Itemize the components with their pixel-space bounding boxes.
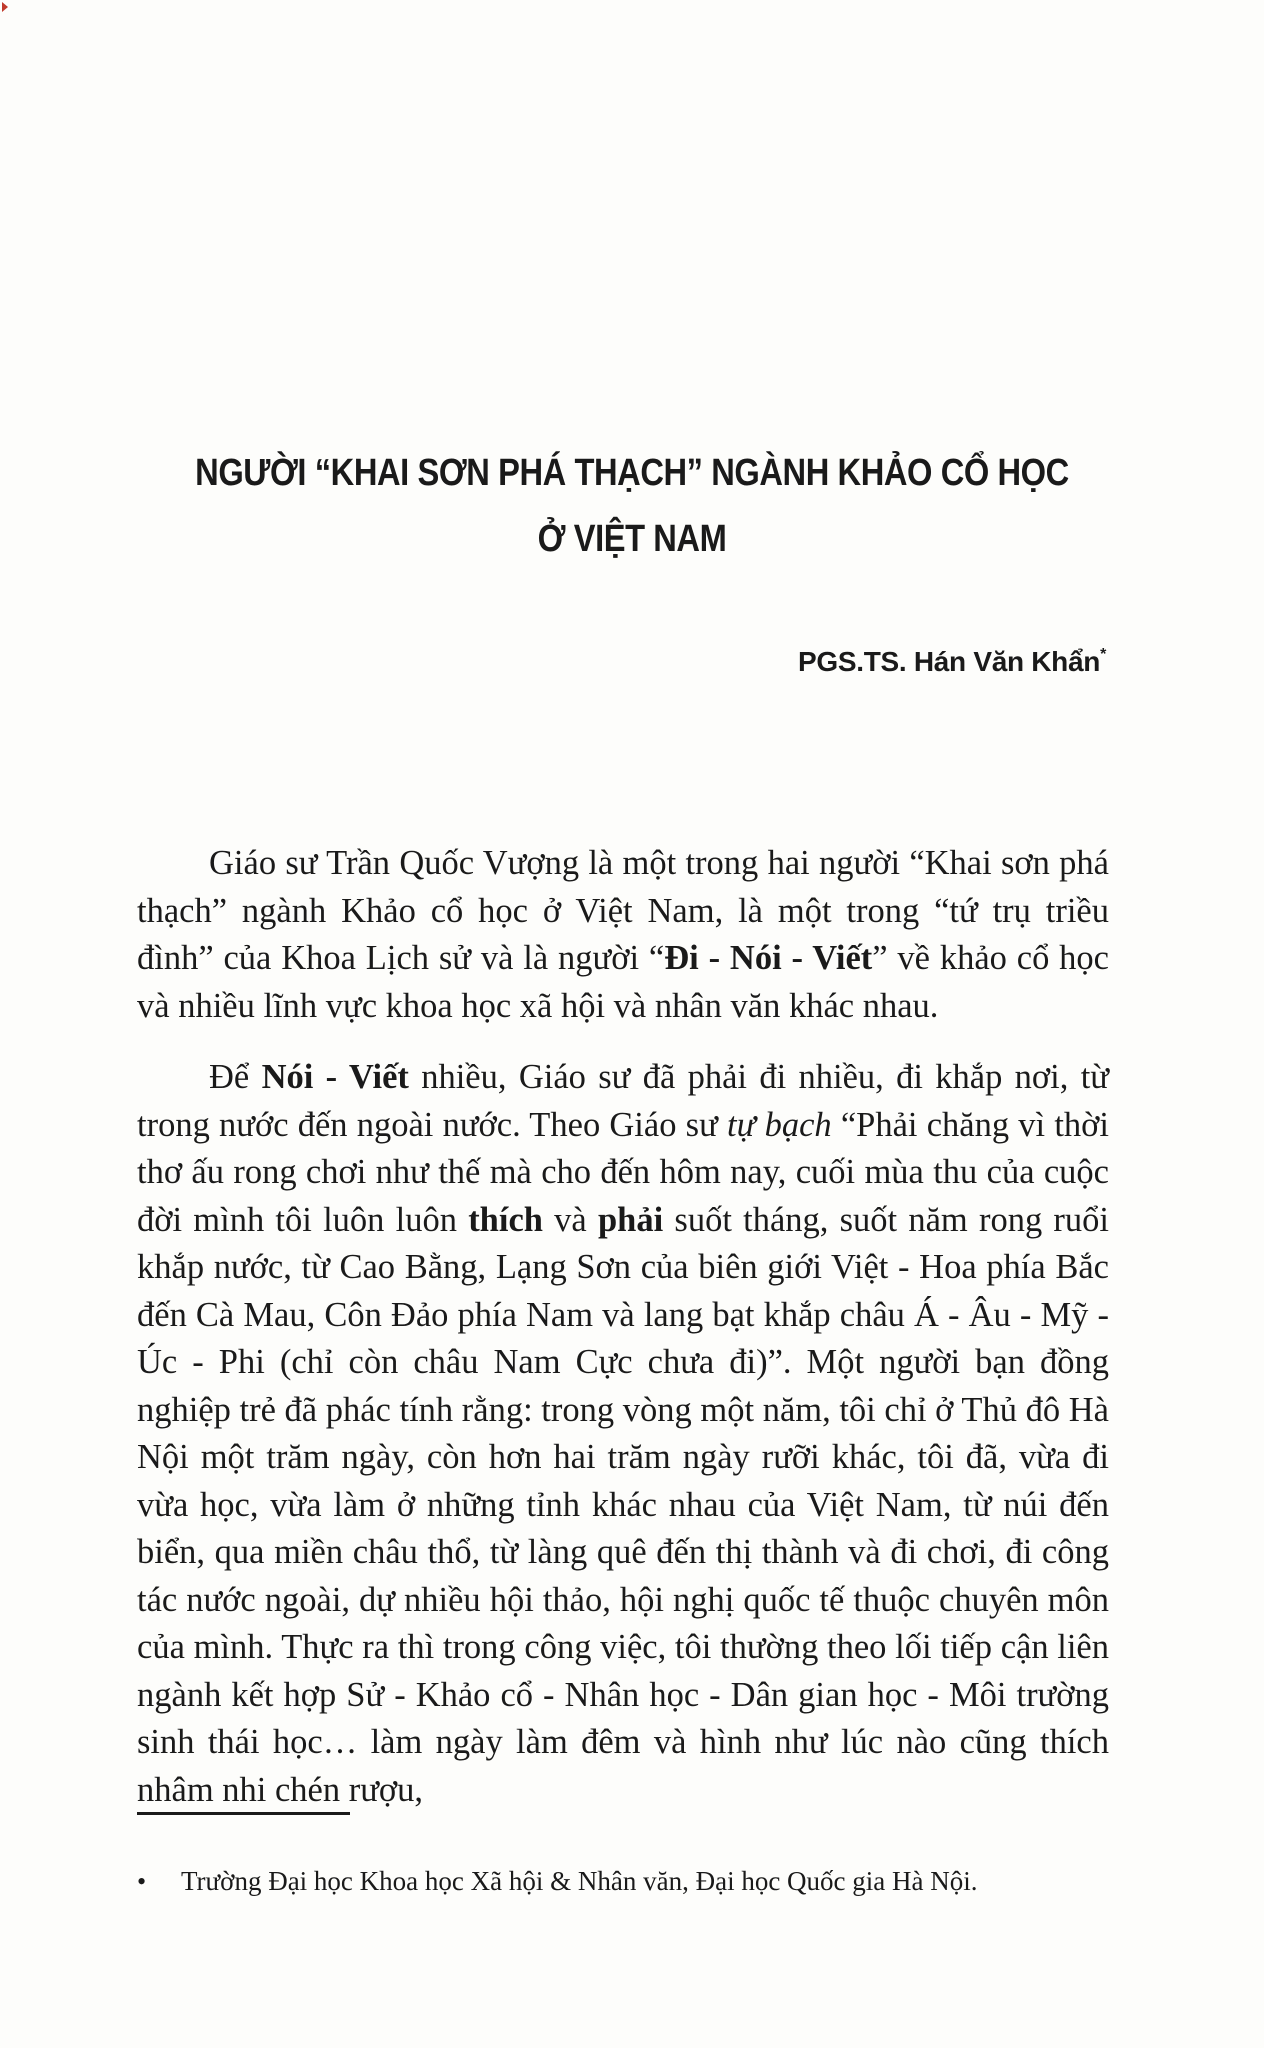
- paragraph-2-bold-3: phải: [597, 1200, 664, 1239]
- paragraph-2-italic: tự bạch: [727, 1105, 832, 1144]
- author-footnote-marker: *: [1100, 645, 1106, 663]
- footnote-text: Trường Đại học Khoa học Xã hội & Nhân văn, Đại học Quốc gia Hà Nội.: [181, 1866, 978, 1896]
- author-byline: [798, 646, 1106, 678]
- title-line-1: NGƯỜI “KHAI SƠN PHÁ THẠCH” NGÀNH KHẢO CỔ HỌC: [195, 452, 1069, 494]
- page-corner-mark: [2, 2, 8, 12]
- paragraph-2: [137, 1054, 1109, 1814]
- paragraph-2-part-1: Để: [209, 1058, 262, 1096]
- footnote: [137, 1866, 978, 1897]
- article-body: [137, 840, 1109, 1814]
- paragraph-2-part-4: và: [542, 1200, 598, 1239]
- footnote-marker: •: [137, 1867, 147, 1896]
- paragraph-2-part-3: “Phải chăng vì thời thơ ấu rong chơi như thế mà cho đến hôm nay, cuối mùa thu của cuộc đời mình tôi luôn luôn: [137, 1105, 1110, 1239]
- title-line-2: Ở VIỆT NAM: [537, 518, 727, 560]
- paragraph-1: [137, 840, 1109, 1030]
- paragraph-2-part-5: suốt tháng, suốt năm rong ruổi khắp nước, từ Cao Bằng, Lạng Sơn của biên giới Việt - Hoa phía Bắc đến Cà Mau, Côn Đảo phía Nam và lang bạt khắp châu Á - Âu - Mỹ - Úc - Phi (chỉ còn châu Nam Cực chưa đi)”. Một người bạn đồng nghiệp trẻ đã phác tính rằng: trong vòng một năm, tôi chỉ ở Thủ đô Hà Nội một trăm ngày, còn hơn hai trăm ngày rưỡi khác, tôi đã, vừa đi vừa học, vừa làm ở những tỉnh khác nhau của Việt Nam, từ núi đến biển, qua miền châu thổ, từ làng quê đến thị thành và đi chơi, đi công tác nước ngoài, dự nhiều hội thảo, hội nghị quốc tế thuộc chuyên môn của mình. Thực ra thì trong công việc, tôi thường theo lối tiếp cận liên ngành kết hợp Sử - Khảo cổ - Nhân học - Dân gian học - Môi trường sinh thái học… làm ngày làm đêm và hình như lúc nào cũng thích nhâm nhi chén rượu,: [137, 1200, 1109, 1809]
- paragraph-2-part-2: nhiều, Giáo sư đã phải đi nhiều, đi khắp nơi, từ trong nước đến ngoài nước. Theo Giáo sư: [137, 1058, 1110, 1144]
- paragraph-1-text: Giáo sư Trần Quốc Vượng là một trong hai người “Khai sơn phá thạch” ngành Khảo cổ học ở Việt Nam, là một trong “tứ trụ triều đình” của Khoa Lịch sử và là người “: [137, 844, 1109, 977]
- author-name: PGS.TS. Hán Văn Khẩn: [798, 646, 1101, 677]
- paragraph-1-end: ” về khảo cổ học và nhiều lĩnh vực khoa học xã hội và nhân văn khác nhau.: [137, 939, 1109, 1025]
- article-title: [174, 440, 1089, 572]
- footnote-divider: [137, 1812, 350, 1815]
- paragraph-2-bold-2: thích: [468, 1200, 543, 1239]
- paragraph-1-bold: Đi - Nói - Viết: [664, 939, 873, 977]
- paragraph-2-bold-1: Nói - Viết: [261, 1058, 409, 1096]
